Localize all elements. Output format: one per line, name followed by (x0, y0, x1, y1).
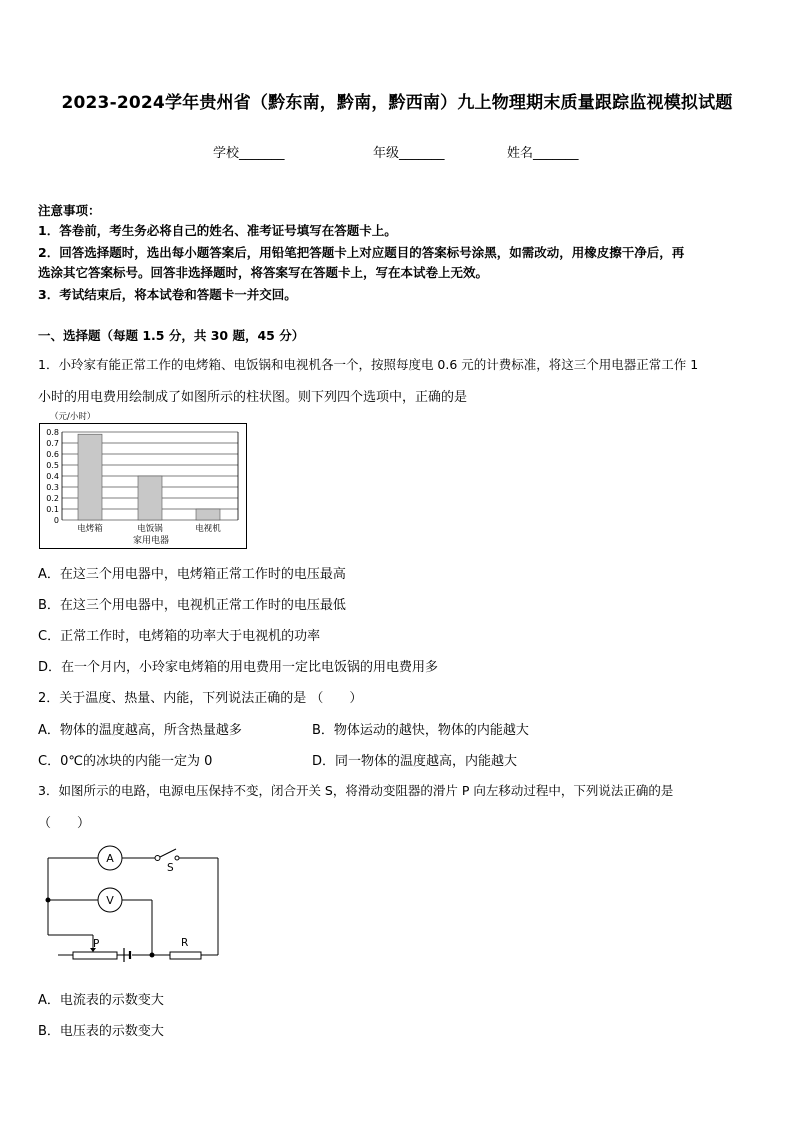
q2-option-d: D．同一物体的温度越高，内能越大 (312, 754, 518, 769)
chart-xtick-label: 电饭锅 (137, 524, 163, 534)
grade-field: 年级_______ (373, 146, 445, 161)
chart-ytick-label: 0.4 (46, 472, 59, 481)
notice-item-3: 3．考试结束后，将本试卷和答题卡一并交回。 (38, 287, 297, 302)
q1-option-d: D．在一个月内，小玲家电烤箱的用电费用一定比电饭锅的用电费用多 (38, 660, 439, 675)
chart-xtick-label: 电烤箱 (77, 524, 103, 534)
chart-ytick-label: 0.8 (46, 428, 59, 437)
q2-stem: 2．关于温度、热量、内能，下列说法正确的是 （ ） (38, 691, 363, 706)
notice-heading: 注意事项： (38, 203, 101, 218)
page-title: 2023-2024学年贵州省（黔东南，黔南，黔西南）九上物理期末质量跟踪监视模拟试题 (61, 93, 733, 113)
chart-ytick-label: 0.6 (46, 450, 59, 459)
q3-circuit-diagram (40, 840, 230, 970)
q2-option-b: B．物体运动的越快，物体的内能越大 (312, 723, 529, 738)
notice-item-2: 2．回答选择题时，选出每小题答案后，用铅笔把答题卡上对应题目的答案标号涂黑，如需改动，用橡皮擦干净后，再 (38, 245, 685, 260)
chart-ytick-label: 0.7 (46, 439, 59, 448)
chart-ytick-label: 0.3 (46, 483, 59, 492)
name-field: 姓名_______ (507, 146, 579, 161)
resistor-label: R (181, 937, 189, 949)
school-field: 学校_______ (213, 146, 285, 161)
chart-ytick-label: 0 (53, 516, 59, 525)
ammeter-label: A (106, 852, 114, 865)
chart-ytick-label: 0.2 (46, 494, 59, 503)
chart-xlabel: 家用电器 (132, 536, 170, 546)
q3-option-b: B．电压表的示数变大 (38, 1024, 164, 1039)
switch-label: S (167, 862, 174, 874)
q2-option-a: A．物体的温度越高，所含热量越多 (38, 723, 242, 738)
notice-item-1: 1．答卷前，考生务必将自己的姓名、准考证号填写在答题卡上。 (38, 223, 397, 238)
voltmeter-label: V (106, 894, 114, 907)
notice-item-2-cont: 选涂其它答案标号。回答非选择题时，将答案写在答题卡上，写在本试卷上无效。 (38, 265, 489, 280)
q1-bar-chart (38, 408, 248, 550)
q1-option-a: A．在这三个用电器中，电烤箱正常工作时的电压最高 (38, 567, 346, 582)
chart-bar-0 (78, 434, 102, 520)
q1-stem-line2: 小时的用电费用绘制成了如图所示的柱状图。则下列四个选项中，正确的是 (38, 390, 468, 405)
chart-bar-2 (196, 509, 220, 520)
q1-option-b: B．在这三个用电器中，电视机正常工作时的电压最低 (38, 598, 346, 613)
chart-ylabel: （元/小时） (50, 412, 96, 422)
chart-ytick-label: 0.1 (46, 505, 59, 514)
q3-option-a: A．电流表的示数变大 (38, 993, 164, 1008)
slider-label: P (93, 938, 100, 950)
q3-stem-line1: 3．如图所示的电路，电源电压保持不变，闭合开关 S，将滑动变阻器的滑片 P 向左移动过程中，下列说法正确的是 (38, 783, 674, 798)
q1-option-c: C．正常工作时，电烤箱的功率大于电视机的功率 (38, 629, 321, 644)
section-heading: 一、选择题（每题 1.5 分，共 30 题，45 分） (38, 328, 305, 343)
chart-ytick-label: 0.5 (46, 461, 59, 470)
q2-option-c: C．0℃的冰块的内能一定为 0 (38, 754, 213, 769)
chart-bar-1 (138, 476, 162, 520)
chart-xtick-label: 电视机 (195, 524, 221, 534)
q3-stem-line2: （ ） (38, 816, 91, 831)
q1-stem-line1: 1．小玲家有能正常工作的电烤箱、电饭锅和电视机各一个，按照每度电 0.6 元的计费标准，将这三个用电器正常工作 1 (38, 357, 699, 372)
